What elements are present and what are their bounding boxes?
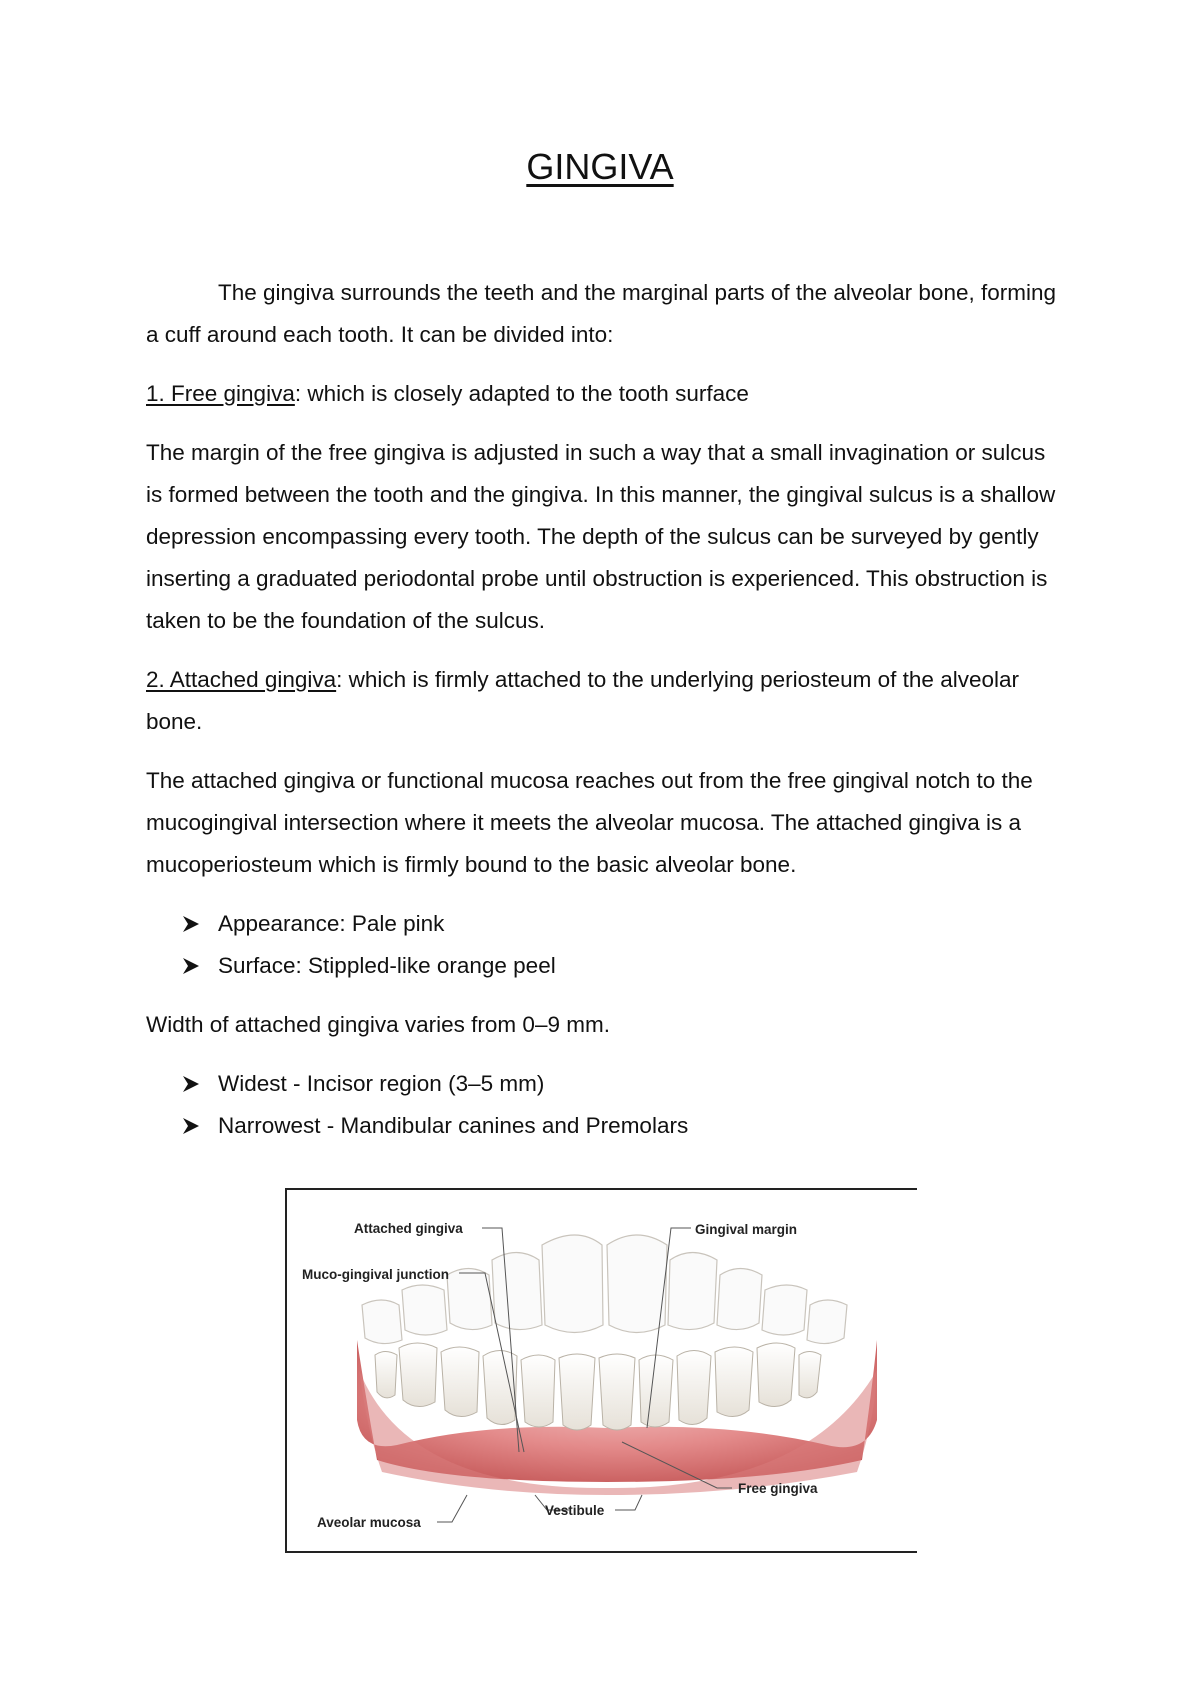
arrowhead-bullet-icon [182, 1117, 200, 1135]
list-item [146, 1105, 1056, 1147]
list-item-text: Widest - Incisor region (3–5 mm) [218, 1071, 545, 1096]
free-gingiva-heading-rest: : which is closely adapted to the tooth surface [294, 381, 749, 406]
attached-gingiva-heading-line [146, 659, 1056, 743]
features-list [146, 903, 1056, 987]
attached-gingiva-paragraph: The attached gingiva or functional mucosa reaches out from the free gingival notch to the mucogingival intersection where it meets the alveolar mucosa. The attached gingiva is a mucoperiosteum which is firmly bound to the basic alveolar bone. [146, 768, 1033, 877]
width-note: Width of attached gingiva varies from 0–9 mm. [146, 1012, 610, 1037]
gingiva-anatomy-figure [285, 1188, 917, 1553]
upper-teeth [362, 1235, 847, 1344]
document-body [146, 272, 1056, 1147]
page-title: GINGIVA [526, 146, 674, 187]
attached-gingiva-heading-rest: : which is firmly attached to the underlying periosteum of the alveolar bone. [146, 667, 1019, 734]
list-item [146, 945, 1056, 987]
list-item-text: Appearance: Pale pink [218, 911, 445, 936]
label-vestibule: Vestibule [545, 1503, 605, 1518]
arrowhead-bullet-icon [182, 1075, 200, 1093]
lower-teeth [375, 1343, 821, 1430]
label-attached-gingiva: Attached gingiva [354, 1221, 463, 1236]
intro-paragraph: The gingiva surrounds the teeth and the marginal parts of the alveolar bone, forming a cuff around each tooth. It can be divided into: [146, 280, 1057, 347]
label-muco-gingival-junction: Muco-gingival junction [302, 1267, 449, 1282]
list-item [146, 1063, 1056, 1105]
list-item-text: Surface: Stippled-like orange peel [218, 953, 556, 978]
list-item-text: Narrowest - Mandibular canines and Premolars [218, 1113, 689, 1138]
free-gingiva-heading: 1. Free gingiva [146, 381, 295, 406]
label-aveolar-mucosa: Aveolar mucosa [317, 1515, 421, 1530]
attached-gingiva-heading: 2. Attached gingiva [146, 667, 337, 692]
list-item [146, 903, 1056, 945]
arrowhead-bullet-icon [182, 915, 200, 933]
label-gingival-margin: Gingival margin [695, 1222, 798, 1237]
teeth-gingiva-illustration [287, 1190, 917, 1553]
free-gingiva-heading-line [146, 373, 1056, 415]
label-free-gingiva: Free gingiva [738, 1481, 818, 1496]
width-list [146, 1063, 1056, 1147]
free-gingiva-paragraph: The margin of the free gingiva is adjusted in such a way that a small invagination or sulcus is formed between the tooth and the gingiva. In this manner, the gingival sulcus is a shallow depression encompassing every tooth. The depth of the sulcus can be surveyed by gently inserting a graduated periodontal probe until obstruction is experienced. This obstruction is taken to be the foundation of the sulcus. [146, 440, 1056, 633]
arrowhead-bullet-icon [182, 957, 200, 975]
